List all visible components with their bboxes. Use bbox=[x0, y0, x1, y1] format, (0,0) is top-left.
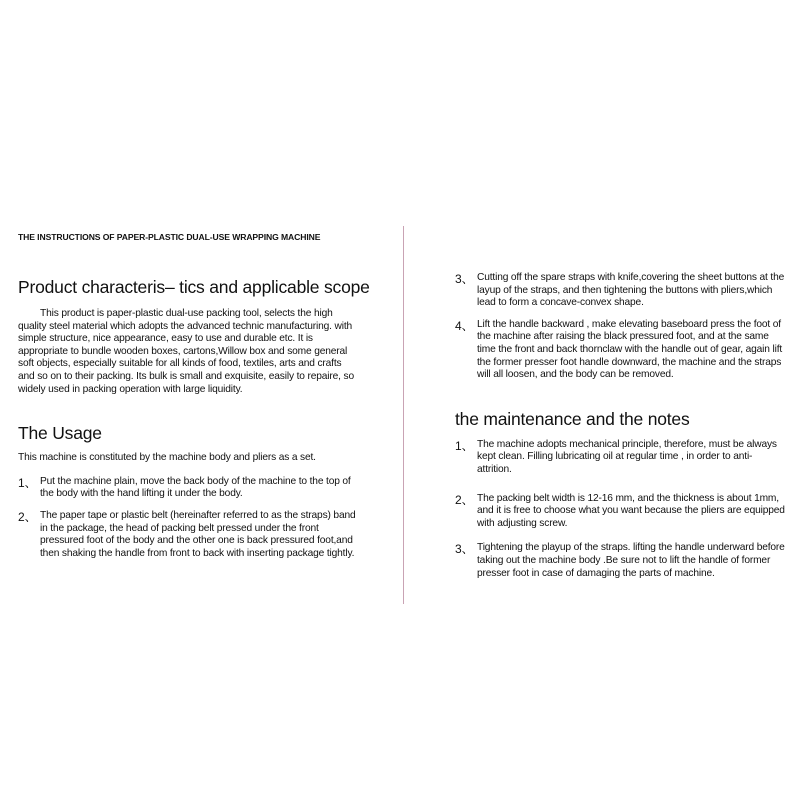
item-number: 4、 bbox=[455, 318, 474, 333]
right-column bbox=[455, 272, 787, 580]
usage-item-4 bbox=[455, 319, 787, 382]
item-number: 1、 bbox=[18, 475, 37, 490]
maintenance-item-2 bbox=[455, 493, 787, 531]
maintenance-heading: the maintenance and the notes bbox=[455, 408, 690, 429]
item-number: 2、 bbox=[455, 492, 474, 507]
item-text: The paper tape or plastic belt (hereinafter referred to as the straps) band in the package, the head of packing belt pressed under the front pressured foot of the body and the other one is back pressured foot,and then shaking the handle from front to back with inserting package tightly. bbox=[40, 509, 356, 559]
item-text: Cutting off the spare straps with knife,covering the sheet buttons at the layup of the straps, and then tightening the buttons with pliers,which lead to form a concave-convex shape. bbox=[477, 272, 785, 309]
item-number: 2、 bbox=[18, 509, 37, 524]
item-text: Tightening the playup of the straps. lifting the handle underward before taking out the machine body .Be sure not to lift the handle of former presser foot in case of damaging the parts of machine. bbox=[477, 542, 785, 579]
usage-intro: This machine is constituted by the machine body and pliers as a set. bbox=[18, 452, 316, 464]
usage-heading: The Usage bbox=[18, 423, 102, 444]
item-number: 1、 bbox=[455, 438, 474, 453]
item-number: 3、 bbox=[455, 542, 474, 557]
left-column bbox=[18, 232, 370, 560]
product-heading: Product characteris– tics and applicable scope bbox=[18, 277, 370, 297]
usage-item-1 bbox=[18, 476, 358, 501]
item-text: The machine adopts mechanical principle, therefore, must be always kept clean. Filling lubricating oil at regular time , in order to anti-attrition. bbox=[477, 438, 777, 475]
item-number: 3、 bbox=[455, 272, 474, 286]
product-paragraph: This product is paper-plastic dual-use packing tool, selects the high quality steel material which adopts the advanced technic manufacturing. with simple structure, nice appearance, easy to use and durable etc. It is appropriate to bundle wooden boxes, cartons,Willow box and some general soft objects, especially suitable for all kinds of food, textiles, arts and crafts and so on to their packing. Its bulk is small and exquisite, easily to repaire, so widely used in packing operation with large liquidity. bbox=[18, 308, 354, 395]
item-text: Lift the handle backward , make elevating baseboard press the foot of the machine after raising the black pressured foot, and at the same time the front and back thornclaw with the handle out of gear, again lift the former presser foot handle downward, the machine and the straps will all loosen, and the body can be removed. bbox=[477, 318, 783, 381]
item-text: Put the machine plain, move the back body of the machine to the top of the body with the hand lifting it under the body. bbox=[40, 475, 351, 500]
usage-item-2 bbox=[18, 510, 358, 560]
maintenance-item-3 bbox=[455, 542, 787, 580]
maintenance-item-1 bbox=[455, 439, 787, 477]
column-divider bbox=[403, 226, 404, 604]
item-text: The packing belt width is 12-16 mm, and the thickness is about 1mm, and it is free to choose what you want because the pliers are equipped with adjusting screw. bbox=[477, 492, 785, 529]
usage-item-3 bbox=[455, 272, 787, 310]
document-title: THE INSTRUCTIONS OF PAPER-PLASTIC DUAL-USE WRAPPING MACHINE bbox=[18, 232, 321, 242]
